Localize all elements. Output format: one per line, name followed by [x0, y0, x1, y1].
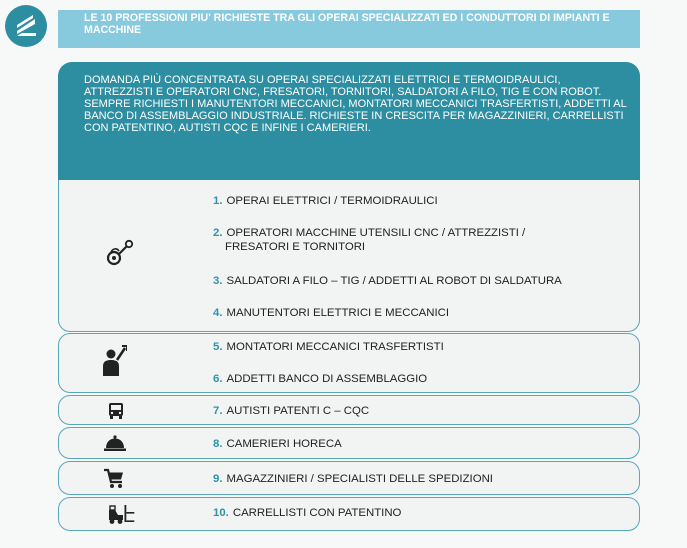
header-banner — [58, 10, 640, 48]
profession-item-5: 5. MONTATORI MECCANICI TRASFERTISTI — [213, 341, 444, 353]
profession-group-6 — [58, 497, 640, 531]
profession-item-8: 8. CAMERIERI HORECA — [213, 438, 342, 450]
profession-item-7: 7. AUTISTI PATENTI C – CQC — [213, 405, 370, 417]
profession-item-10: 10. CARRELLISTI CON PATENTINO — [213, 507, 402, 519]
profession-item-4: 4. MANUTENTORI ELETTRICI E MECCANICI — [213, 307, 450, 319]
mechanic-wrench-icon — [101, 344, 127, 378]
profession-group-3 — [58, 395, 640, 425]
food-cloche-icon — [103, 434, 127, 452]
profession-group-1 — [58, 180, 640, 332]
profession-item-9: 9. MAGAZZINIERI / SPECIALISTI DELLE SPEDIZIONI — [213, 473, 493, 485]
intro-text: DOMANDA PIÙ CONCENTRATA SU OPERAI SPECIALIZZATI ELETTRICI E TERMOIDRAULICI, ATTREZZISTI E OPERATORI CNC, FRESATORI, TORNITORI, SALDATORI A FILO, TIG E CON ROBOT. SEMPRE RICHIESTI I MANUTENTORI MECCANICI, MONTATORI MECCANICI TRASFERTISTI, ADDETTI AL BANCO DI ASSEMBLAGGIO INDUSTRIALE. RICHIESTE IN CRESCITA PER MAGAZZINIERI, CARRELLISTI CON PATENTINO, AUTISTI CQC E INFINE I CAMERIERI. — [84, 74, 627, 135]
truck-icon — [107, 402, 125, 420]
forklift-icon — [107, 503, 135, 525]
profession-item-2-continued: FRESATORI E TORNITORI — [225, 241, 366, 253]
intro-box — [58, 62, 640, 182]
profession-item-1: 1. OPERAI ELETTRICI / TERMOIDRAULICI — [213, 195, 438, 207]
brand-logo — [5, 5, 47, 47]
logo-mark-icon — [5, 5, 47, 47]
welding-torch-icon — [105, 238, 137, 268]
profession-item-6: 6. ADDETTI BANCO DI ASSEMBLAGGIO — [213, 373, 428, 385]
page-title: LE 10 PROFESSIONI PIU' RICHIESTE TRA GLI OPERAI SPECIALIZZATI ED I CONDUTTORI DI IMPIANTI E MACCHINE — [84, 12, 610, 36]
profession-item-2: 2. OPERATORI MACCHINE UTENSILI CNC / ATTREZZISTI / — [213, 227, 526, 239]
shopping-cart-icon — [103, 467, 125, 489]
profession-group-4 — [58, 427, 640, 459]
profession-group-2 — [58, 333, 640, 393]
profession-group-5 — [58, 461, 640, 495]
profession-item-3: 3. SALDATORI A FILO – TIG / ADDETTI AL ROBOT DI SALDATURA — [213, 275, 562, 287]
